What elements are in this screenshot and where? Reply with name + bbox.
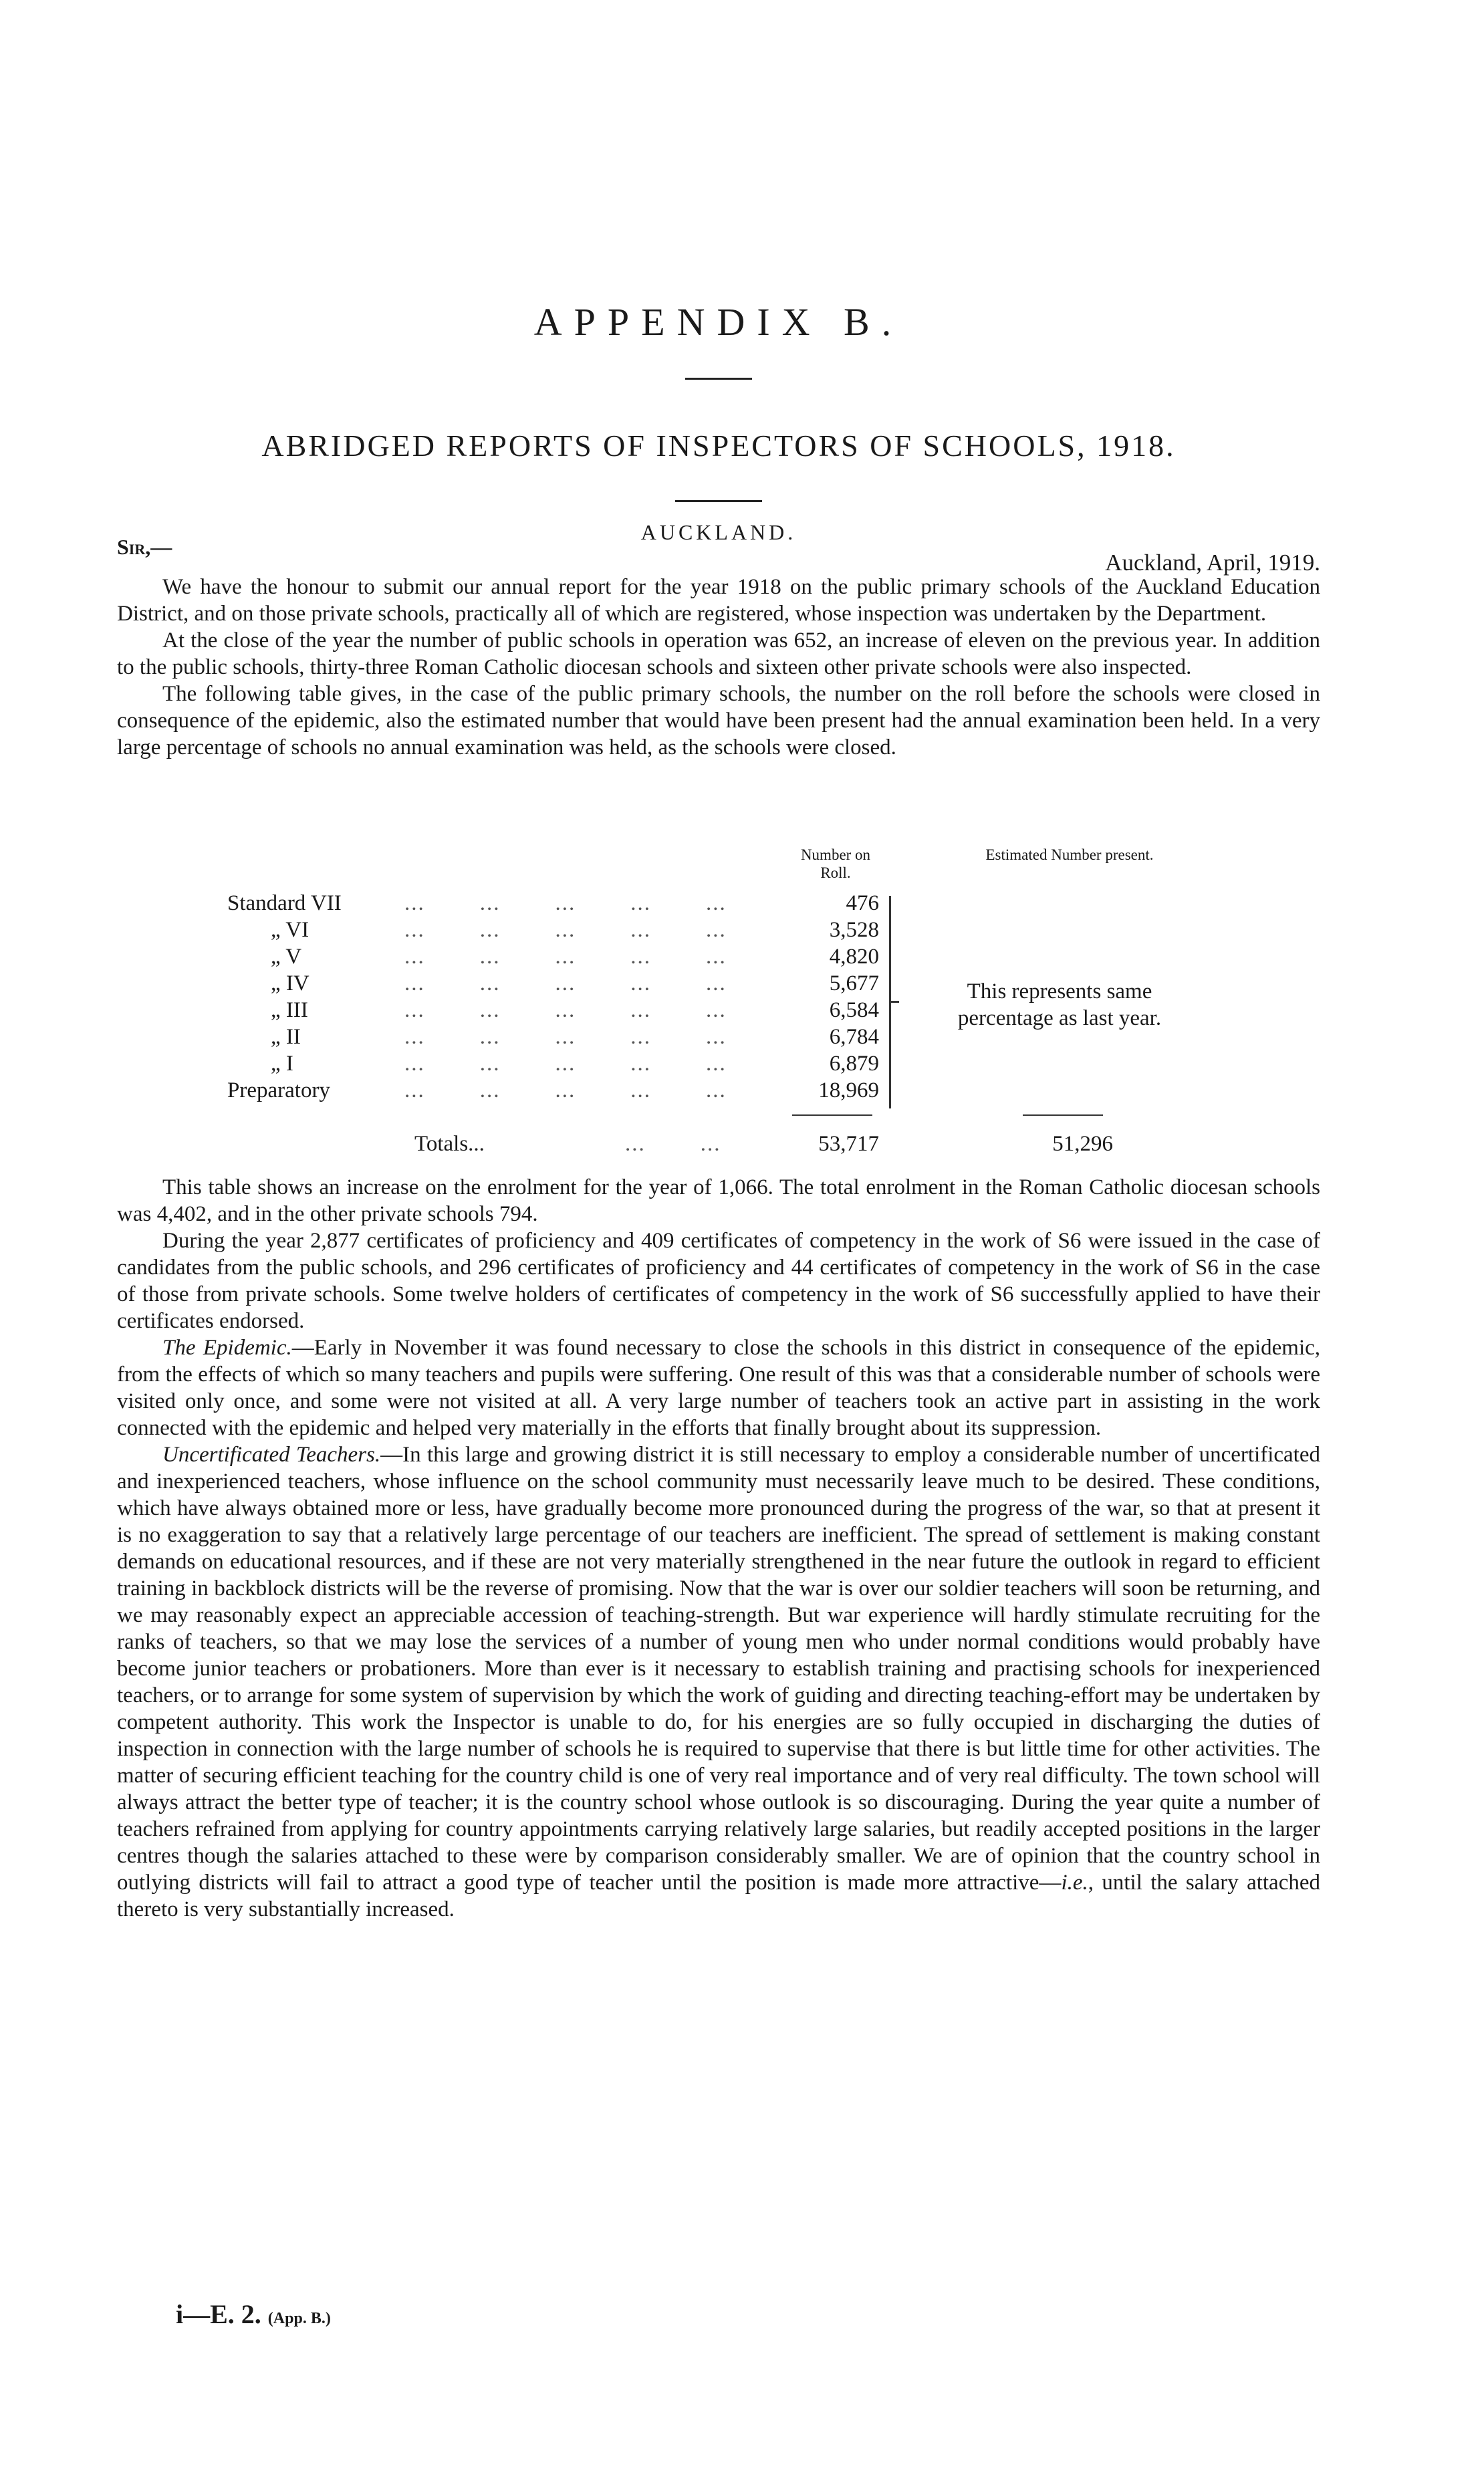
paragraph: During the year 2,877 certificates of proficiency and 409 certificates of competency in the work of S6 were issued in the case of candidates from the public schools, and 296 certificates of proficiency and 44 certificates of competency in the work of S6 in the case of those from private schools. Some twelve holders of certificates of competency in the work of S6 successfully applied to have their certificates endorsed. bbox=[117, 1229, 1320, 1333]
paragraph: The following table gives, in the case of the public primary schools, the number on the roll before the schools were closed in consequence of the epidemic, also the estimated number that would have been present had the annual examination been held. In a very large percentage of schools no annual examination was held, as the schools were closed. bbox=[117, 682, 1320, 759]
col-head-roll: Number on Roll. bbox=[800, 846, 871, 881]
appendix-title: APPENDIX B. bbox=[533, 300, 904, 344]
totals-rule bbox=[792, 1114, 872, 1116]
table-row bbox=[117, 1052, 1320, 1078]
leader-dots: ... ... ... ... ... bbox=[404, 971, 727, 995]
table-row bbox=[117, 945, 1320, 971]
subtitle-rule bbox=[675, 500, 762, 502]
row-roll: 476 bbox=[846, 891, 879, 915]
epidemic-heading: The Epidemic. bbox=[162, 1336, 292, 1360]
epidemic-text: —Early in November it was found necessary to close the schools in this district in consequence of the epidemic, from the effects of which so many teachers and pupils were suffering. One result of this was that a considerable number of schools were visited only once, and some were not visited at all. A very large number of teachers took an active part in assisting in the work connected with the epidemic and helped very materially in the efforts that finally brought about its suppression. bbox=[117, 1336, 1321, 1440]
salutation: Sir,— bbox=[117, 535, 172, 559]
totals-row bbox=[117, 1132, 1320, 1159]
table-row bbox=[117, 918, 1320, 945]
table-row bbox=[117, 1078, 1320, 1105]
leader-dots: ... ... ... ... ... bbox=[404, 918, 727, 942]
leader-dots: ... ... ... ... ... bbox=[404, 1025, 727, 1049]
row-label: „ VI bbox=[271, 918, 310, 942]
paragraph: We have the honour to submit our annual report for the year 1918 on the public primary schools of the Auckland Education District, and on those private schools, practically all of which are registered, whose inspection was undertaken by the Department. bbox=[117, 575, 1320, 626]
report-page bbox=[117, 0, 1320, 2487]
dateline: Auckland, April, 1919. bbox=[1105, 550, 1320, 576]
leader-dots: ... ... bbox=[625, 1132, 721, 1156]
region-heading: AUCKLAND. bbox=[640, 520, 797, 544]
report-subtitle: ABRIDGED REPORTS OF INSPECTORS OF SCHOOLS, 1918. bbox=[261, 429, 1176, 463]
uncertificated-text-end: , until the salary attached thereto is very substantially increased. bbox=[117, 1871, 1320, 1921]
paragraph: At the close of the year the number of public schools in operation was 652, an increase of eleven on the previous year. In addition to the public schools, thirty-three Roman Catholic diocesan schools and sixteen other private schools were also inspected. bbox=[117, 628, 1320, 679]
row-label: „ I bbox=[271, 1052, 293, 1076]
intro-paragraphs bbox=[117, 574, 1320, 761]
ie-abbrev: i.e. bbox=[1061, 1871, 1088, 1895]
footer-code: i—E. 2. bbox=[176, 2299, 261, 2329]
row-roll: 5,677 bbox=[829, 971, 879, 995]
leader-dots: ... ... ... ... ... bbox=[404, 891, 727, 915]
leader-dots: ... ... ... ... ... bbox=[404, 998, 727, 1022]
table-row bbox=[117, 891, 1320, 918]
title-rule bbox=[685, 378, 752, 380]
totals-label: Totals... bbox=[414, 1132, 485, 1156]
leader-dots: ... ... ... ... ... bbox=[404, 1078, 727, 1102]
page-footer-code bbox=[176, 2298, 331, 2330]
footer-app: (App. B.) bbox=[267, 2310, 331, 2327]
totals-present: 51,296 bbox=[1052, 1132, 1113, 1156]
row-label: „ IV bbox=[271, 971, 310, 995]
row-label: „ V bbox=[271, 945, 302, 969]
row-roll: 6,584 bbox=[829, 998, 879, 1022]
uncertificated-heading: Uncertificated Teachers. bbox=[162, 1443, 381, 1467]
estimated-note: This represents same percentage as last year. bbox=[957, 979, 1162, 1030]
row-label: Preparatory bbox=[227, 1078, 330, 1102]
row-roll: 18,969 bbox=[818, 1078, 879, 1102]
totals-roll: 53,717 bbox=[818, 1132, 879, 1156]
uncertificated-text: —In this large and growing district it is still necessary to employ a considerable number of uncertificated and inexperienced teachers, whose influence on the school community must necessarily leave much to be desired. These conditions, which have always obtained more or less, have gradually become more pronounced during the progress of the war, so that at present it is no exaggeration to say that a relatively large percentage of our teachers are inefficient. The spread of settlement is making constant demands on educational resources, and if these are not very materially strengthened in the near future the outlook in regard to efficient training in backblock districts will be the reverse of promising. Now that the war is over our soldier teachers will soon be returning, and we may reasonably expect an appreciable accession of teaching-strength. But war experience will hardly stimulate recruiting for the ranks of teachers, so that we may lose the services of a number of young men who under normal conditions would probably have become junior teachers or probationers. More than ever is it necessary to establish training and practising schools for inexperienced teachers, or to arrange for some system of supervision by which the work of guiding and directing teaching-effort may be undertaken by competent authority. This work the Inspector is unable to do, for his energies are so fully occupied in discharging the duties of inspection in connection with the large number of schools he is required to supervise that there is but little time for other activities. The matter of securing efficient teaching for the country child is one of very real importance and of very real difficulty. The town school will always attract the better type of teacher; it is the country school whose outlook is so discouraging. During the year quite a number of teachers refrained from applying for country appointments carrying relatively large salaries, but readily accepted positions in the larger centres though the salaries attached to these were by comparison considerably smaller. We are of opinion that the country school in outlying districts will fail to attract a good type of teacher until the position is made more attractive— bbox=[117, 1443, 1320, 1895]
col-head-present: Estimated Number present. bbox=[985, 846, 1154, 863]
epidemic-paragraph bbox=[117, 1334, 1320, 1441]
main-paragraphs bbox=[117, 1174, 1320, 1923]
row-label: „ III bbox=[271, 998, 308, 1022]
totals-rule-present bbox=[1023, 1114, 1103, 1116]
row-roll: 4,820 bbox=[829, 945, 879, 969]
row-roll: 6,879 bbox=[829, 1052, 879, 1076]
enrolment-table bbox=[117, 846, 1320, 1167]
leader-dots: ... ... ... ... ... bbox=[404, 1052, 727, 1076]
leader-dots: ... ... ... ... ... bbox=[404, 945, 727, 969]
paragraph: This table shows an increase on the enrolment for the year of 1,066. The total enrolment in the Roman Catholic diocesan schools was 4,402, and in the other private schools 794. bbox=[117, 1175, 1320, 1226]
row-roll: 6,784 bbox=[829, 1025, 879, 1049]
row-label: Standard VII bbox=[227, 891, 342, 915]
uncertificated-paragraph bbox=[117, 1441, 1320, 1923]
row-label: „ II bbox=[271, 1025, 301, 1049]
row-roll: 3,528 bbox=[829, 918, 879, 942]
brace-point bbox=[891, 1001, 899, 1003]
